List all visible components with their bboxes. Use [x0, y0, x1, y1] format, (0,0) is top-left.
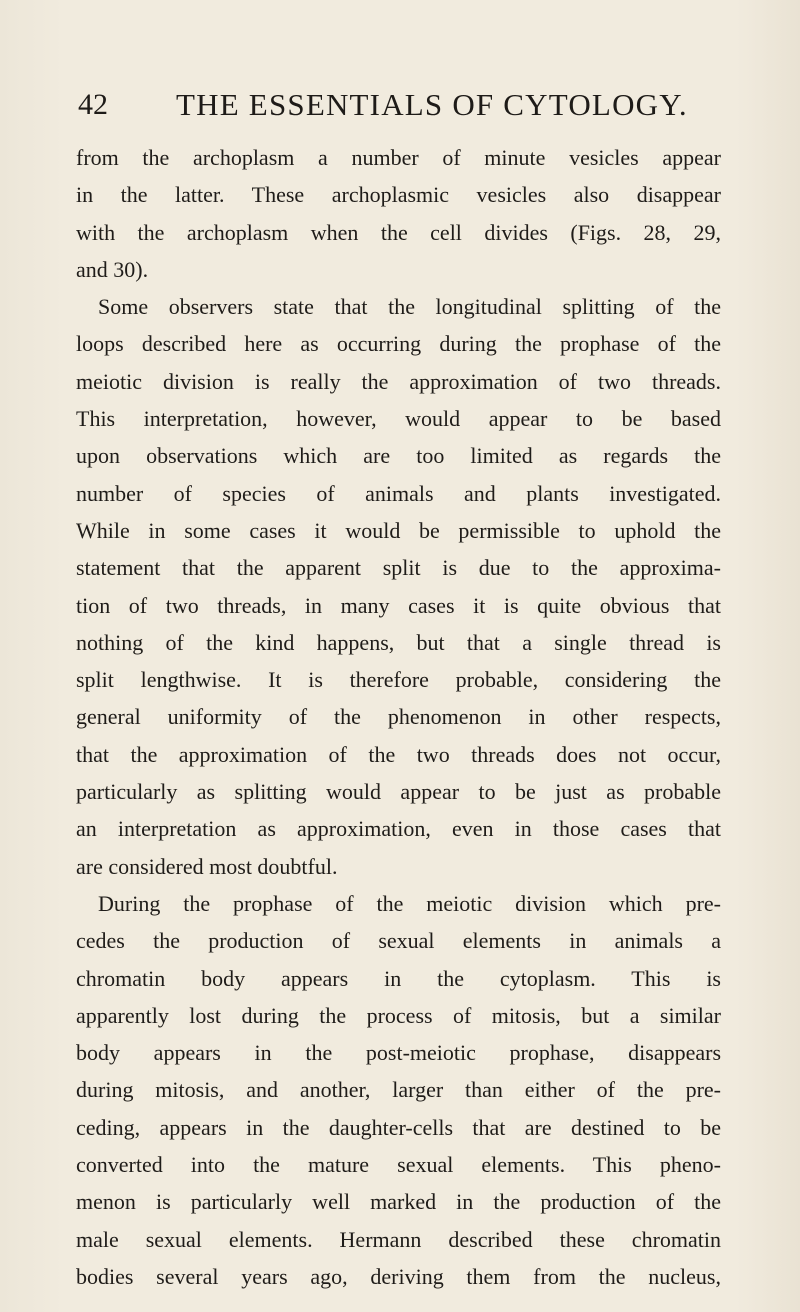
text-line: bodies several years ago, deriving them from the nucleus,	[76, 1263, 721, 1289]
text-line: an interpretation as approximation, even in those cases that	[76, 816, 721, 842]
text-line: from the archoplasm a number of minute vesicles appear	[76, 145, 721, 170]
text-line: upon observations which are too limited as regards the	[76, 443, 721, 469]
text-line: general uniformity of the phenomenon in other respects,	[76, 704, 721, 730]
text-line: apparently lost during the process of mitosis, but a similar	[76, 1002, 721, 1028]
text-line: statement that the apparent split is due to the approxima-	[76, 555, 721, 581]
text-line: with the archoplasm when the cell divides (Figs. 28, 29,	[76, 219, 721, 245]
text-line: chromatin body appears in the cytoplasm. This is	[76, 965, 721, 991]
text-line: during mitosis, and another, larger than either of the pre-	[76, 1077, 721, 1103]
page-header	[78, 88, 718, 128]
text-line: cedes the production of sexual elements in animals a	[76, 928, 721, 954]
text-line: body appears in the post-meiotic prophase, disappears	[76, 1040, 721, 1066]
text-line: male sexual elements. Hermann described these chromatin	[76, 1226, 721, 1252]
running-title: THE ESSENTIALS OF CYTOLOGY.	[176, 87, 688, 122]
body-text	[76, 139, 721, 1295]
text-line: meiotic division is really the approximation of two threads.	[76, 368, 721, 394]
text-line: in the latter. These archoplasmic vesicles also disappear	[76, 182, 721, 208]
paragraph-start-line: During the prophase of the meiotic division which pre-	[98, 890, 721, 916]
text-line: number of species of animals and plants investigated.	[76, 480, 721, 506]
text-line: menon is particularly well marked in the production of the	[76, 1189, 721, 1215]
text-line: converted into the mature sexual elements. This pheno-	[76, 1152, 721, 1178]
text-line: and 30).	[76, 256, 149, 282]
text-line: tion of two threads, in many cases it is quite obvious that	[76, 592, 721, 618]
text-line: split lengthwise. It is therefore probable, considering the	[76, 667, 721, 693]
text-line: This interpretation, however, would appear to be based	[76, 406, 721, 432]
text-line: While in some cases it would be permissible to uphold the	[76, 517, 721, 543]
paragraph-start-line: Some observers state that the longitudinal splitting of the	[98, 294, 721, 320]
text-line: that the approximation of the two threads does not occur,	[76, 741, 721, 767]
text-line: loops described here as occurring during the prophase of the	[76, 331, 721, 357]
text-line: nothing of the kind happens, but that a single thread is	[76, 629, 721, 655]
text-line: are considered most doubtful.	[76, 853, 338, 879]
page-number: 42	[78, 88, 108, 121]
text-line: particularly as splitting would appear to be just as probable	[76, 779, 721, 805]
text-line: ceding, appears in the daughter-cells that are destined to be	[76, 1114, 721, 1140]
